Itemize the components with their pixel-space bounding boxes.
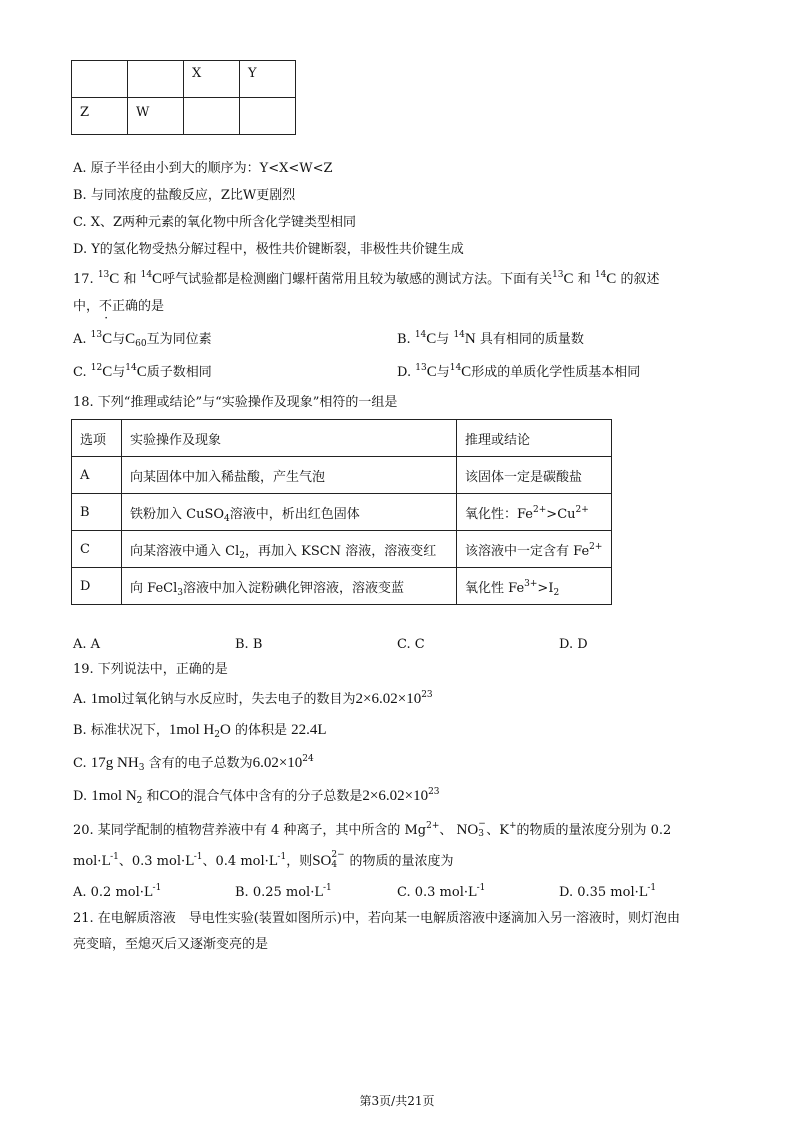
cell (122, 531, 457, 568)
cell: 该固体一定是碳酸盐 (457, 457, 612, 494)
superscript: -1 (647, 883, 657, 893)
q18-table (71, 419, 612, 605)
label: D. (397, 365, 412, 380)
text: 向 FeCl (130, 580, 178, 596)
cell (240, 98, 296, 135)
q17-stem-line2 (73, 298, 164, 316)
q17-option-b (397, 330, 584, 349)
text: 的体积是 (234, 723, 287, 738)
cell (128, 61, 184, 98)
cell (457, 494, 612, 531)
q18-option-b: B. B (235, 637, 263, 652)
q17-option-a (73, 330, 212, 349)
value: 2×6.02×10 (362, 788, 429, 804)
text: >I (537, 580, 554, 596)
label: D. (73, 789, 88, 804)
quantity: 1mol H (168, 722, 215, 738)
page-footer: 第3页/共21页 (359, 1094, 435, 1108)
q20-option-b (235, 884, 332, 902)
table-row (72, 457, 612, 494)
column-header: 实验操作及现象 (122, 420, 457, 457)
mass-number: 13 (90, 330, 103, 340)
text: A. 0.2 mol·L (73, 885, 153, 900)
text: D. 0.35 mol·L (559, 885, 648, 900)
superscript: -1 (476, 883, 486, 893)
mass-number: 12 (90, 363, 103, 373)
cell (184, 98, 240, 135)
element-n: N (464, 331, 476, 347)
text: ，再加入 KSCN 溶液，溶液变红 (244, 543, 437, 559)
q19-stem: 19. 下列说法中，正确的是 (73, 662, 228, 677)
superscript: -1 (193, 852, 203, 862)
mass-number: 13 (552, 270, 564, 280)
element-c: C (426, 364, 437, 380)
cell (122, 568, 457, 605)
label: B. (397, 332, 411, 347)
exponent: 24 (302, 754, 314, 764)
q20-option-c (397, 884, 485, 902)
element-c: C (102, 364, 113, 380)
subscript: 4 (224, 513, 230, 524)
element-o: O (219, 722, 231, 738)
q18-option-c: C. C (397, 637, 425, 652)
q20-option-a (73, 884, 161, 902)
element-c: C (426, 331, 437, 347)
value: 6.02×10 (252, 755, 303, 771)
q17-stem2c: 正确的是 (112, 299, 165, 314)
text: 铁粉加入 CuSO (130, 506, 225, 522)
q17-stem-text: 呼气试验都是检测幽门螺杆菌常用且较为敏感的测试方法。下面有关 (162, 272, 553, 287)
q21-stem-line2: 亮变暗，至熄灭后又逐渐变亮的是 (73, 937, 269, 952)
superscript: -1 (152, 883, 162, 893)
text: 20. 某同学配制的植物营养液中有 4 种离子，其中所含的 Mg (73, 823, 427, 838)
subscript: 2 (239, 550, 245, 561)
mass-number: 14 (453, 330, 465, 340)
text: 氧化性：Fe (465, 506, 534, 522)
formula: NO (456, 822, 479, 838)
subscript: 2 (136, 796, 143, 806)
text: C. 0.3 mol·L (397, 885, 477, 900)
formula: CO (159, 788, 181, 804)
q17-number: 17. (73, 272, 94, 287)
subscript: 2 (214, 730, 220, 740)
cell (457, 568, 612, 605)
text: 含有的电子总数为 (148, 756, 253, 771)
text: ，则 (286, 854, 313, 869)
element-c: C (136, 364, 147, 380)
text: 与 (436, 332, 450, 347)
text: 具有相同的质量数 (479, 332, 584, 347)
q18-option-a: A. A (73, 637, 101, 652)
cell: B (72, 494, 122, 531)
text: 互为同位素 (146, 332, 212, 347)
cell: 向某固体中加入稀盐酸，产生气泡 (122, 457, 457, 494)
q16-option-a: A. 原子半径由小到大的顺序为：Y<X<W<Z (73, 161, 333, 176)
label: C. (73, 756, 87, 771)
mass-number: 14 (414, 330, 427, 340)
superscript: 2+ (589, 541, 603, 552)
subscript: 3 (177, 587, 183, 598)
q20-option-d (559, 884, 656, 902)
text: 溶液中，析出红色固体 (229, 506, 360, 522)
table-row (72, 568, 612, 605)
quantity: 1mol N (91, 788, 137, 804)
q18-stem: 18. 下列“推理或结论”与“实验操作及现象”相符的一组是 (73, 395, 398, 410)
q19-option-c (73, 754, 314, 773)
cell: X (184, 61, 240, 98)
label: A. (73, 692, 87, 707)
q17-stem2a: 中， (73, 299, 100, 314)
q16-option-c: C. X、Z两种元素的氧化物中所含化学键类型相同 (73, 215, 357, 230)
subscript: 60 (135, 339, 147, 349)
q17-option-d (397, 363, 640, 382)
exponent: 23 (421, 690, 433, 700)
value: 22.4L (291, 722, 327, 738)
q19-option-b (73, 721, 327, 740)
text: 向某溶液中通入 Cl (130, 543, 240, 559)
superscript: -1 (322, 883, 332, 893)
q17-emphasis-not: 不 (99, 299, 113, 314)
subscript: 2 (553, 587, 560, 598)
superscript: 3+ (524, 578, 538, 589)
superscript: -1 (110, 852, 119, 862)
q20-stem-line1: 20. 某同学配制的植物营养液中有 4 种离子，其中所含的 $Mg^{2+}$、 NO − 3 、K+的物质的量浓度分别为 0.2 (73, 819, 672, 839)
mass-number: 14 (125, 363, 137, 373)
text: mol·L (73, 854, 111, 869)
periodic-table-fragment (71, 60, 296, 135)
label: C. (73, 365, 87, 380)
q16-option-d: D. Y的氢化物受热分解过程中，极性共价键断裂，非极性共价键生成 (73, 242, 464, 257)
text: 质子数相同 (146, 365, 212, 380)
q21-stem-line1: 21. 在电解质溶液 导电性实验(装置如图所示)中，若向某一电解质溶液中逐滴加入另一溶液时，则灯泡由 (73, 911, 680, 926)
element-c: C (461, 364, 472, 380)
q17-stem-line1 (73, 270, 659, 289)
quantity: 17g NH (90, 755, 139, 771)
text: 的物质的量浓度为 (349, 854, 454, 869)
text: 、K (486, 823, 509, 838)
cell: W (128, 98, 184, 135)
table-row (72, 531, 612, 568)
cell: Z (72, 98, 128, 135)
text: 、 (439, 823, 453, 838)
mass-number: 14 (449, 363, 462, 373)
element-c: C (102, 331, 113, 347)
table-header-row (72, 420, 612, 457)
table-row (72, 494, 612, 531)
cell (72, 61, 128, 98)
q17-option-c (73, 363, 212, 382)
mass-number: 14 (140, 270, 153, 280)
cell: A (72, 457, 122, 494)
element-c: C (109, 271, 120, 287)
text: 、0.4 mol·L (202, 854, 278, 869)
text: 溶液中加入淀粉碘化钾溶液，溶液变蓝 (182, 580, 404, 596)
text: 的混合气体中含有的分子总数是 (180, 789, 363, 804)
text: 和 (146, 789, 160, 804)
mass-number: 13 (97, 270, 110, 280)
quantity: 1mol (90, 691, 122, 707)
cell: D (72, 568, 122, 605)
cell (122, 494, 457, 531)
text: 氧化性 Fe (465, 580, 525, 596)
q19-option-d (73, 787, 440, 806)
text: B. 0.25 mol·L (235, 885, 323, 900)
element-c: C (125, 331, 136, 347)
text: 的物质的量浓度分别为 0.2 (516, 823, 672, 838)
text: 形成的单质化学性质基本相同 (471, 365, 641, 380)
q19-option-a (73, 690, 433, 709)
cell: C (72, 531, 122, 568)
mass-number: 14 (594, 270, 607, 280)
text: 与 (112, 332, 126, 347)
mass-number: 13 (415, 363, 427, 373)
q20-stem-line2: $mol\cdot L^{-1}$、0.3 $mol\cdot L^{-1}$、0.4 $mol\cdot L^{-1}$，则SO 2− 4 的物质的量浓度为 (73, 850, 454, 870)
q18-option-d: D. D (559, 637, 588, 652)
text: 、0.3 mol·L (118, 854, 194, 869)
subscript: 3 (138, 763, 145, 773)
column-header: 选项 (72, 420, 122, 457)
superscript: 2+ (575, 504, 589, 515)
cell (457, 531, 612, 568)
text: 与 (112, 365, 126, 380)
column-header: 推理或结论 (457, 420, 612, 457)
superscript: -1 (277, 852, 287, 862)
q17-and: 和 (123, 272, 137, 287)
element-c: C (563, 271, 574, 287)
text: 该溶液中一定含有 Fe (465, 543, 590, 559)
text: 过氧化钠与水反应时，失去电子的数目为 (121, 692, 356, 707)
value: 2×6.02×10 (355, 691, 422, 707)
element-c: C (152, 271, 163, 287)
cell: Y (240, 61, 296, 98)
superscript: + (508, 821, 517, 831)
label: B. 标准状况下， (73, 723, 169, 738)
q17-and: 和 (577, 272, 591, 287)
text: >Cu (546, 506, 576, 522)
exponent: 23 (428, 787, 440, 797)
q16-option-b: B. 与同浓度的盐酸反应，Z比W更剧烈 (73, 188, 296, 203)
text: 与 (436, 365, 450, 380)
formula: SO (312, 853, 332, 869)
superscript: 2+ (533, 504, 547, 515)
label: A. (73, 332, 87, 347)
superscript: 2+ (426, 821, 440, 831)
element-c: C (606, 271, 617, 287)
q17-ending: 的叙述 (620, 272, 660, 287)
